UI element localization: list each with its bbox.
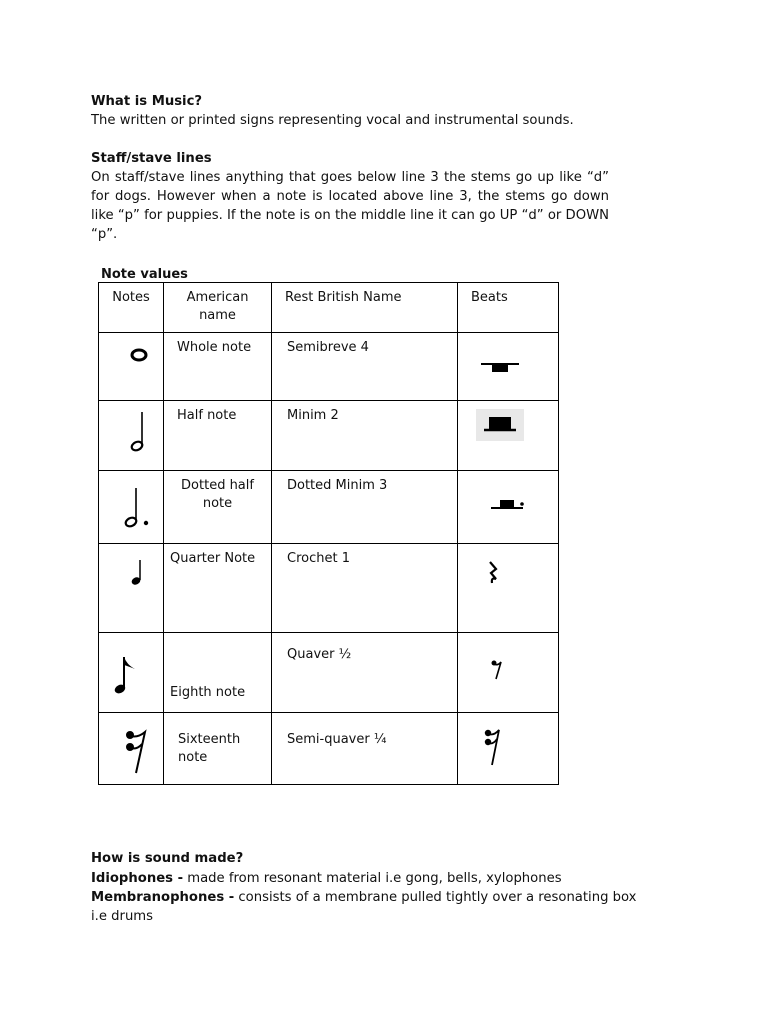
whole-rest-icon: [480, 361, 520, 375]
rest-cell: [458, 333, 559, 401]
sixteenth-note-icon: [123, 729, 151, 775]
table-row: [99, 633, 559, 713]
quarter-rest-icon: [486, 560, 502, 586]
membranophones-item: [91, 888, 651, 926]
quarter-note-icon: [127, 558, 149, 588]
header-british-name: Rest British Name: [272, 283, 458, 333]
british-name-cell: Semibreve 4: [272, 333, 458, 401]
british-name-cell: Crochet 1: [272, 544, 458, 633]
idiophones-definition: made from resonant material i.e gong, bells, xylophones: [183, 871, 562, 886]
table-row: [99, 713, 559, 785]
note-cell: [99, 401, 164, 471]
header-notes: Notes: [99, 283, 164, 333]
table-title: Note values: [101, 267, 188, 282]
note-cell: [99, 544, 164, 633]
table-row: [99, 544, 559, 633]
table-header-row: [99, 283, 559, 333]
half-rest-icon: [476, 409, 524, 441]
table-row: [99, 333, 559, 401]
rest-cell: [458, 713, 559, 785]
sixteenth-rest-icon: [482, 727, 504, 767]
british-name-cell: Quaver ½: [272, 633, 458, 713]
header-beats: Beats: [458, 283, 559, 333]
sound-heading: How is sound made?: [91, 851, 244, 866]
note-cell: [99, 713, 164, 785]
idiophones-term: Idiophones -: [91, 871, 184, 886]
staff-paragraph: On staff/stave lines anything that goes below line 3 the stems go up like “d” for dogs. However when a note is located above line 3, the stems go down like “p” for puppies. If the note is on the middle line it can go UP “d” or DOWN “p”.: [91, 170, 609, 242]
rest-cell: [458, 401, 559, 471]
music-definition: The written or printed signs representing vocal and instrumental sounds.: [91, 113, 574, 128]
header-american-name: American name: [164, 283, 272, 333]
rest-cell: [458, 633, 559, 713]
american-name-cell: Half note: [164, 401, 272, 471]
british-name-cell: Minim 2: [272, 401, 458, 471]
british-name-cell: Dotted Minim 3: [272, 471, 458, 544]
music-heading: What is Music?: [91, 94, 203, 109]
note-cell: [99, 633, 164, 713]
note-cell: [99, 471, 164, 544]
british-name-cell: Semi-quaver ¼: [272, 713, 458, 785]
membranophones-definition: consists of a membrane pulled tightly over a resonating box i.e drums: [91, 890, 637, 924]
eighth-note-icon: [113, 655, 139, 699]
american-name-cell: Quarter Note: [164, 544, 272, 633]
dotted-half-note-icon: [121, 486, 153, 530]
membranophones-term: Membranophones -: [91, 890, 235, 905]
table-row: [99, 401, 559, 471]
note-values-table: [98, 282, 559, 785]
staff-heading: Staff/stave lines: [91, 151, 212, 166]
rest-cell: [458, 471, 559, 544]
note-cell: [99, 333, 164, 401]
american-name-cell: Eighth note: [164, 633, 272, 713]
half-note-icon: [127, 410, 149, 454]
whole-note-icon: [129, 347, 149, 363]
table-row: [99, 471, 559, 544]
american-name-cell: Sixteenth note: [164, 713, 272, 785]
rest-cell: [458, 544, 559, 633]
dotted-half-rest-icon: [490, 499, 530, 513]
american-name-cell: Dotted half note: [164, 471, 272, 544]
idiophones-item: [91, 869, 651, 888]
eighth-rest-icon: [490, 659, 506, 683]
american-name-cell: Whole note: [164, 333, 272, 401]
